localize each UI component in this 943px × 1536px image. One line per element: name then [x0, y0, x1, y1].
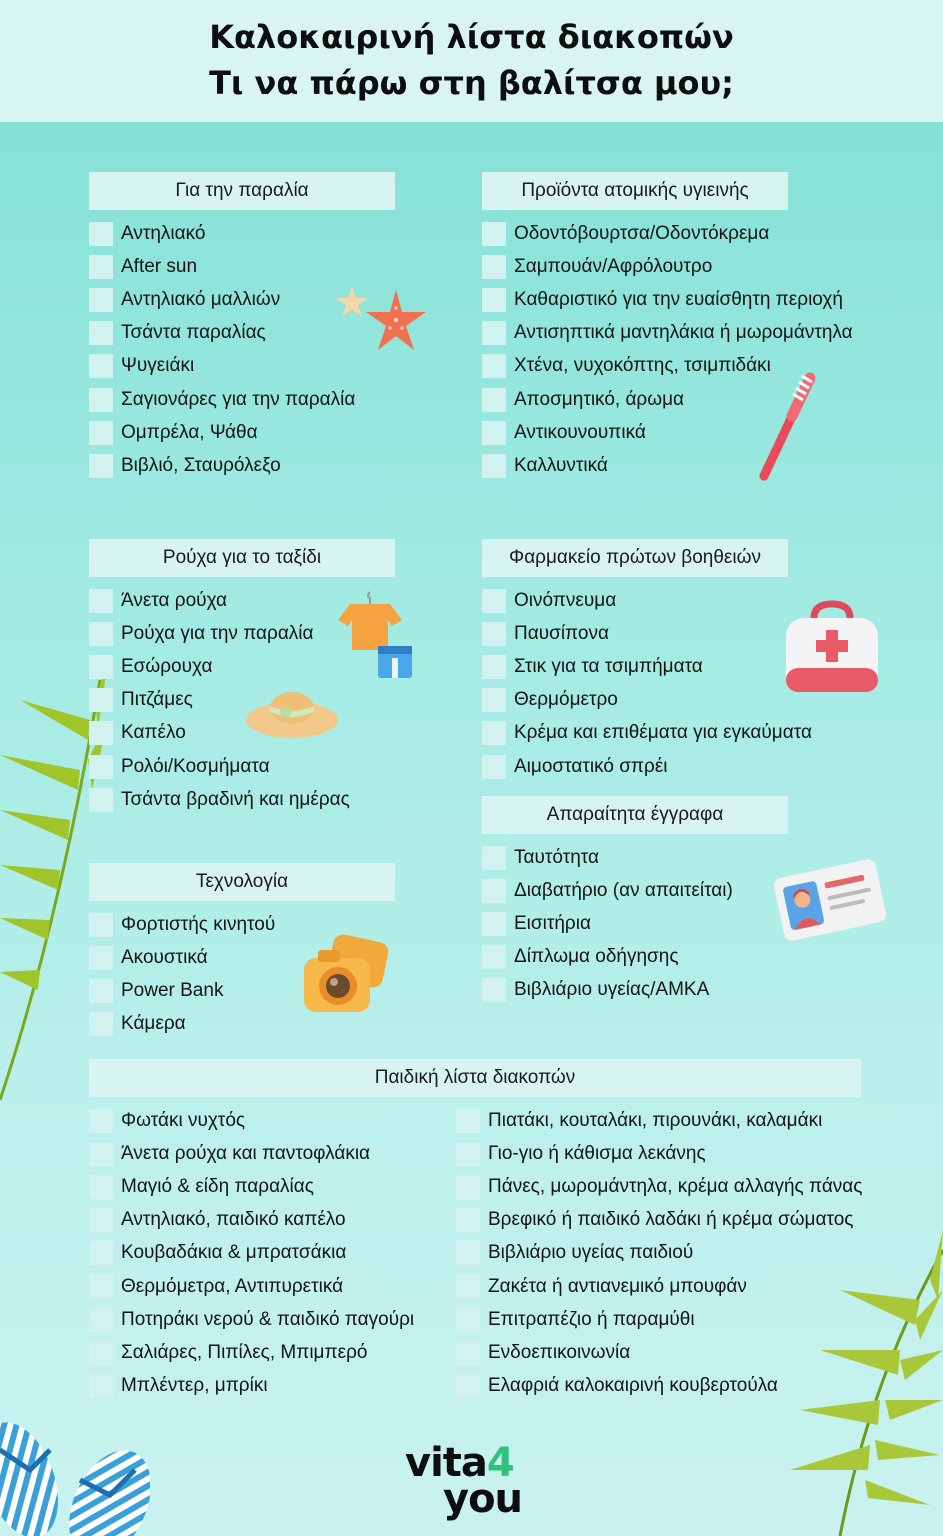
section-header-beach: Για την παραλία: [89, 172, 395, 210]
vita4you-logo: vita4 you: [405, 1440, 523, 1522]
section-header-documents: Απαραίτητα έγγραφα: [482, 796, 788, 834]
checkbox[interactable]: [89, 1142, 113, 1166]
checkbox[interactable]: [482, 222, 506, 246]
list-item[interactable]: Τσάντα παραλίας: [89, 317, 355, 350]
list-item[interactable]: Πιτζάμες: [89, 684, 350, 717]
list-item[interactable]: After sun: [89, 250, 355, 283]
checkbox[interactable]: [89, 321, 113, 345]
checkbox[interactable]: [482, 388, 506, 412]
checkbox[interactable]: [89, 255, 113, 279]
checkbox[interactable]: [456, 1308, 480, 1332]
kids-left-list: [89, 1104, 414, 1403]
list-item[interactable]: Χτένα, νυχοκόπτης, τσιμπιδάκι: [482, 350, 853, 383]
technology-list: [89, 908, 275, 1041]
checkbox[interactable]: [482, 288, 506, 312]
list-item[interactable]: Οδοντόβουρτσα/Οδοντόκρεμα: [482, 217, 853, 250]
list-item[interactable]: Ψυγειάκι: [89, 350, 355, 383]
checkbox[interactable]: [89, 1341, 113, 1365]
list-item[interactable]: Καθαριστικό για την ευαίσθητη περιοχή: [482, 283, 853, 316]
list-item[interactable]: Οινόπνευμα: [482, 584, 812, 617]
section-header-firstaid: Φαρμακείο πρώτων βοηθειών: [482, 539, 788, 577]
checkbox[interactable]: [456, 1241, 480, 1265]
checkbox[interactable]: [482, 721, 506, 745]
list-item[interactable]: Βρεφικό ή παιδικό λαδάκι ή κρέμα σώματος: [456, 1204, 862, 1237]
checkbox[interactable]: [89, 913, 113, 937]
list-item[interactable]: Αιμοστατικό σπρέι: [482, 750, 812, 783]
list-item[interactable]: Ταυτότητα: [482, 841, 733, 874]
list-item[interactable]: Σαμπουάν/Αφρόλουτρο: [482, 250, 853, 283]
toothbrush-icon: [752, 372, 822, 484]
list-item[interactable]: Κουβαδάκια & μπρατσάκια: [89, 1237, 414, 1270]
checkbox[interactable]: [89, 454, 113, 478]
list-item[interactable]: Αποσμητικό, άρωμα: [482, 383, 853, 416]
clothes-icon: [332, 588, 418, 680]
checkbox[interactable]: [89, 288, 113, 312]
checkbox[interactable]: [482, 879, 506, 903]
list-item[interactable]: Ακουστικά: [89, 941, 275, 974]
list-item[interactable]: Ζακέτα ή αντιανεμικό μπουφάν: [456, 1270, 862, 1303]
checkbox[interactable]: [89, 1175, 113, 1199]
section-header-clothes: Ρούχα για το ταξίδι: [89, 539, 395, 577]
checkbox[interactable]: [456, 1175, 480, 1199]
checkbox[interactable]: [89, 222, 113, 246]
checkbox[interactable]: [482, 912, 506, 936]
starfish-icon: [330, 282, 430, 358]
list-item[interactable]: Ρούχα για την παραλία: [89, 617, 350, 650]
checkbox[interactable]: [89, 1374, 113, 1398]
checkbox[interactable]: [89, 622, 113, 646]
checkbox[interactable]: [456, 1275, 480, 1299]
id-card-icon: [770, 852, 890, 948]
checkbox[interactable]: [456, 1374, 480, 1398]
camera-icon: [300, 932, 392, 1018]
list-item[interactable]: Εσώρουχα: [89, 650, 350, 683]
list-item[interactable]: Αντισηπτικά μαντηλάκια ή μωρομάντηλα: [482, 317, 853, 350]
list-item[interactable]: Εισιτήρια: [482, 907, 733, 940]
checkbox[interactable]: [456, 1109, 480, 1133]
checkbox[interactable]: [482, 846, 506, 870]
checkbox[interactable]: [482, 655, 506, 679]
checkbox[interactable]: [89, 1109, 113, 1133]
list-item[interactable]: Επιτραπέζιο ή παραμύθι: [456, 1303, 862, 1336]
kids-right-list: [456, 1104, 862, 1403]
checkbox[interactable]: [482, 255, 506, 279]
list-item[interactable]: Σαγιονάρες για την παραλία: [89, 383, 355, 416]
list-item[interactable]: Καλλυντικά: [482, 449, 853, 482]
checkbox[interactable]: [89, 589, 113, 613]
list-item[interactable]: Αντηλιακό: [89, 217, 355, 250]
section-header-hygiene: Προϊόντα ατομικής υγιεινής: [482, 172, 788, 210]
checkbox[interactable]: [456, 1341, 480, 1365]
checkbox[interactable]: [89, 655, 113, 679]
list-item[interactable]: Κρέμα και επιθέματα για εγκαύματα: [482, 717, 812, 750]
sun-hat-icon: [246, 676, 342, 746]
list-item[interactable]: Ελαφριά καλοκαιρινή κουβερτούλα: [456, 1370, 862, 1403]
list-item[interactable]: Ενδοεπικοινωνία: [456, 1336, 862, 1369]
list-item[interactable]: Θερμόμετρο: [482, 684, 812, 717]
list-item[interactable]: Αντηλιακό, παιδικό καπέλο: [89, 1204, 414, 1237]
checkbox[interactable]: [89, 946, 113, 970]
checkbox[interactable]: [89, 721, 113, 745]
list-item[interactable]: Φωτάκι νυχτός: [89, 1104, 414, 1137]
documents-list: [482, 841, 733, 1007]
checkbox[interactable]: [89, 421, 113, 445]
list-item[interactable]: Πιατάκι, κουταλάκι, πιρουνάκι, καλαμάκι: [456, 1104, 862, 1137]
first-aid-kit-icon: [780, 596, 884, 700]
list-item[interactable]: Διαβατήριο (αν απαιτείται): [482, 874, 733, 907]
checkbox[interactable]: [482, 421, 506, 445]
checkbox[interactable]: [482, 354, 506, 378]
checkbox[interactable]: [89, 1275, 113, 1299]
list-item[interactable]: Βιβλιό, Σταυρόλεξο: [89, 449, 355, 482]
list-item[interactable]: Βιβλιάριο υγείας/ΑΜΚΑ: [482, 974, 733, 1007]
list-item[interactable]: Παυσίπονα: [482, 617, 812, 650]
checkbox[interactable]: [89, 1012, 113, 1036]
checkbox[interactable]: [89, 354, 113, 378]
checkbox[interactable]: [89, 388, 113, 412]
page-header: [0, 0, 943, 122]
checkbox[interactable]: [482, 978, 506, 1002]
beach-list: [89, 217, 355, 483]
checkbox[interactable]: [89, 1208, 113, 1232]
section-header-technology: Τεχνολογία: [89, 863, 395, 901]
list-item[interactable]: Πάνες, μωρομάντηλα, κρέμα αλλαγής πάνας: [456, 1170, 862, 1203]
list-item[interactable]: Βιβλιάριο υγείας παιδιού: [456, 1237, 862, 1270]
firstaid-list: [482, 584, 812, 783]
list-item[interactable]: Γιο-γιο ή κάθισμα λεκάνης: [456, 1137, 862, 1170]
list-item[interactable]: Άνετα ρούχα και παντοφλάκια: [89, 1137, 414, 1170]
checkbox[interactable]: [456, 1142, 480, 1166]
checkbox[interactable]: [482, 454, 506, 478]
section-header-kids: Παιδική λίστα διακοπών: [89, 1059, 861, 1097]
list-item[interactable]: Power Bank: [89, 974, 275, 1007]
checkbox[interactable]: [89, 688, 113, 712]
list-item[interactable]: Ομπρέλα, Ψάθα: [89, 416, 355, 449]
list-item[interactable]: Καπέλο: [89, 717, 350, 750]
page-title: Καλοκαιρινή λίστα διακοπών: [209, 18, 734, 56]
checkbox[interactable]: [89, 979, 113, 1003]
list-item[interactable]: Σαλιάρες, Πιπίλες, Μπιμπερό: [89, 1336, 414, 1369]
checkbox[interactable]: [89, 755, 113, 779]
flip-flops-icon: [0, 1410, 150, 1536]
checkbox[interactable]: [89, 788, 113, 812]
checkbox[interactable]: [89, 1241, 113, 1265]
checkbox[interactable]: [456, 1208, 480, 1232]
checkbox[interactable]: [89, 1308, 113, 1332]
checkbox[interactable]: [482, 688, 506, 712]
checkbox[interactable]: [482, 321, 506, 345]
list-item[interactable]: Μπλέντερ, μπρίκι: [89, 1370, 414, 1403]
list-item[interactable]: Αντηλιακό μαλλιών: [89, 283, 355, 316]
list-item[interactable]: Φορτιστής κινητού: [89, 908, 275, 941]
checkbox[interactable]: [482, 589, 506, 613]
list-item[interactable]: Κάμερα: [89, 1008, 275, 1041]
list-item[interactable]: Θερμόμετρα, Αντιπυρετικά: [89, 1270, 414, 1303]
list-item[interactable]: Ρολόι/Κοσμήματα: [89, 750, 350, 783]
checkbox[interactable]: [482, 622, 506, 646]
list-item[interactable]: Ποτηράκι νερού & παιδικό παγούρι: [89, 1303, 414, 1336]
checkbox[interactable]: [482, 755, 506, 779]
list-item[interactable]: Τσάντα βραδινή και ημέρας: [89, 783, 350, 816]
page-subtitle: Τι να πάρω στη βαλίτσα μου;: [209, 64, 734, 102]
list-item[interactable]: Στικ για τα τσιμπήματα: [482, 650, 812, 683]
list-item[interactable]: Άνετα ρούχα: [89, 584, 350, 617]
list-item[interactable]: Μαγιό & είδη παραλίας: [89, 1170, 414, 1203]
checkbox[interactable]: [482, 945, 506, 969]
list-item[interactable]: Δίπλωμα οδήγησης: [482, 941, 733, 974]
list-item[interactable]: Αντικουνουπικά: [482, 416, 853, 449]
